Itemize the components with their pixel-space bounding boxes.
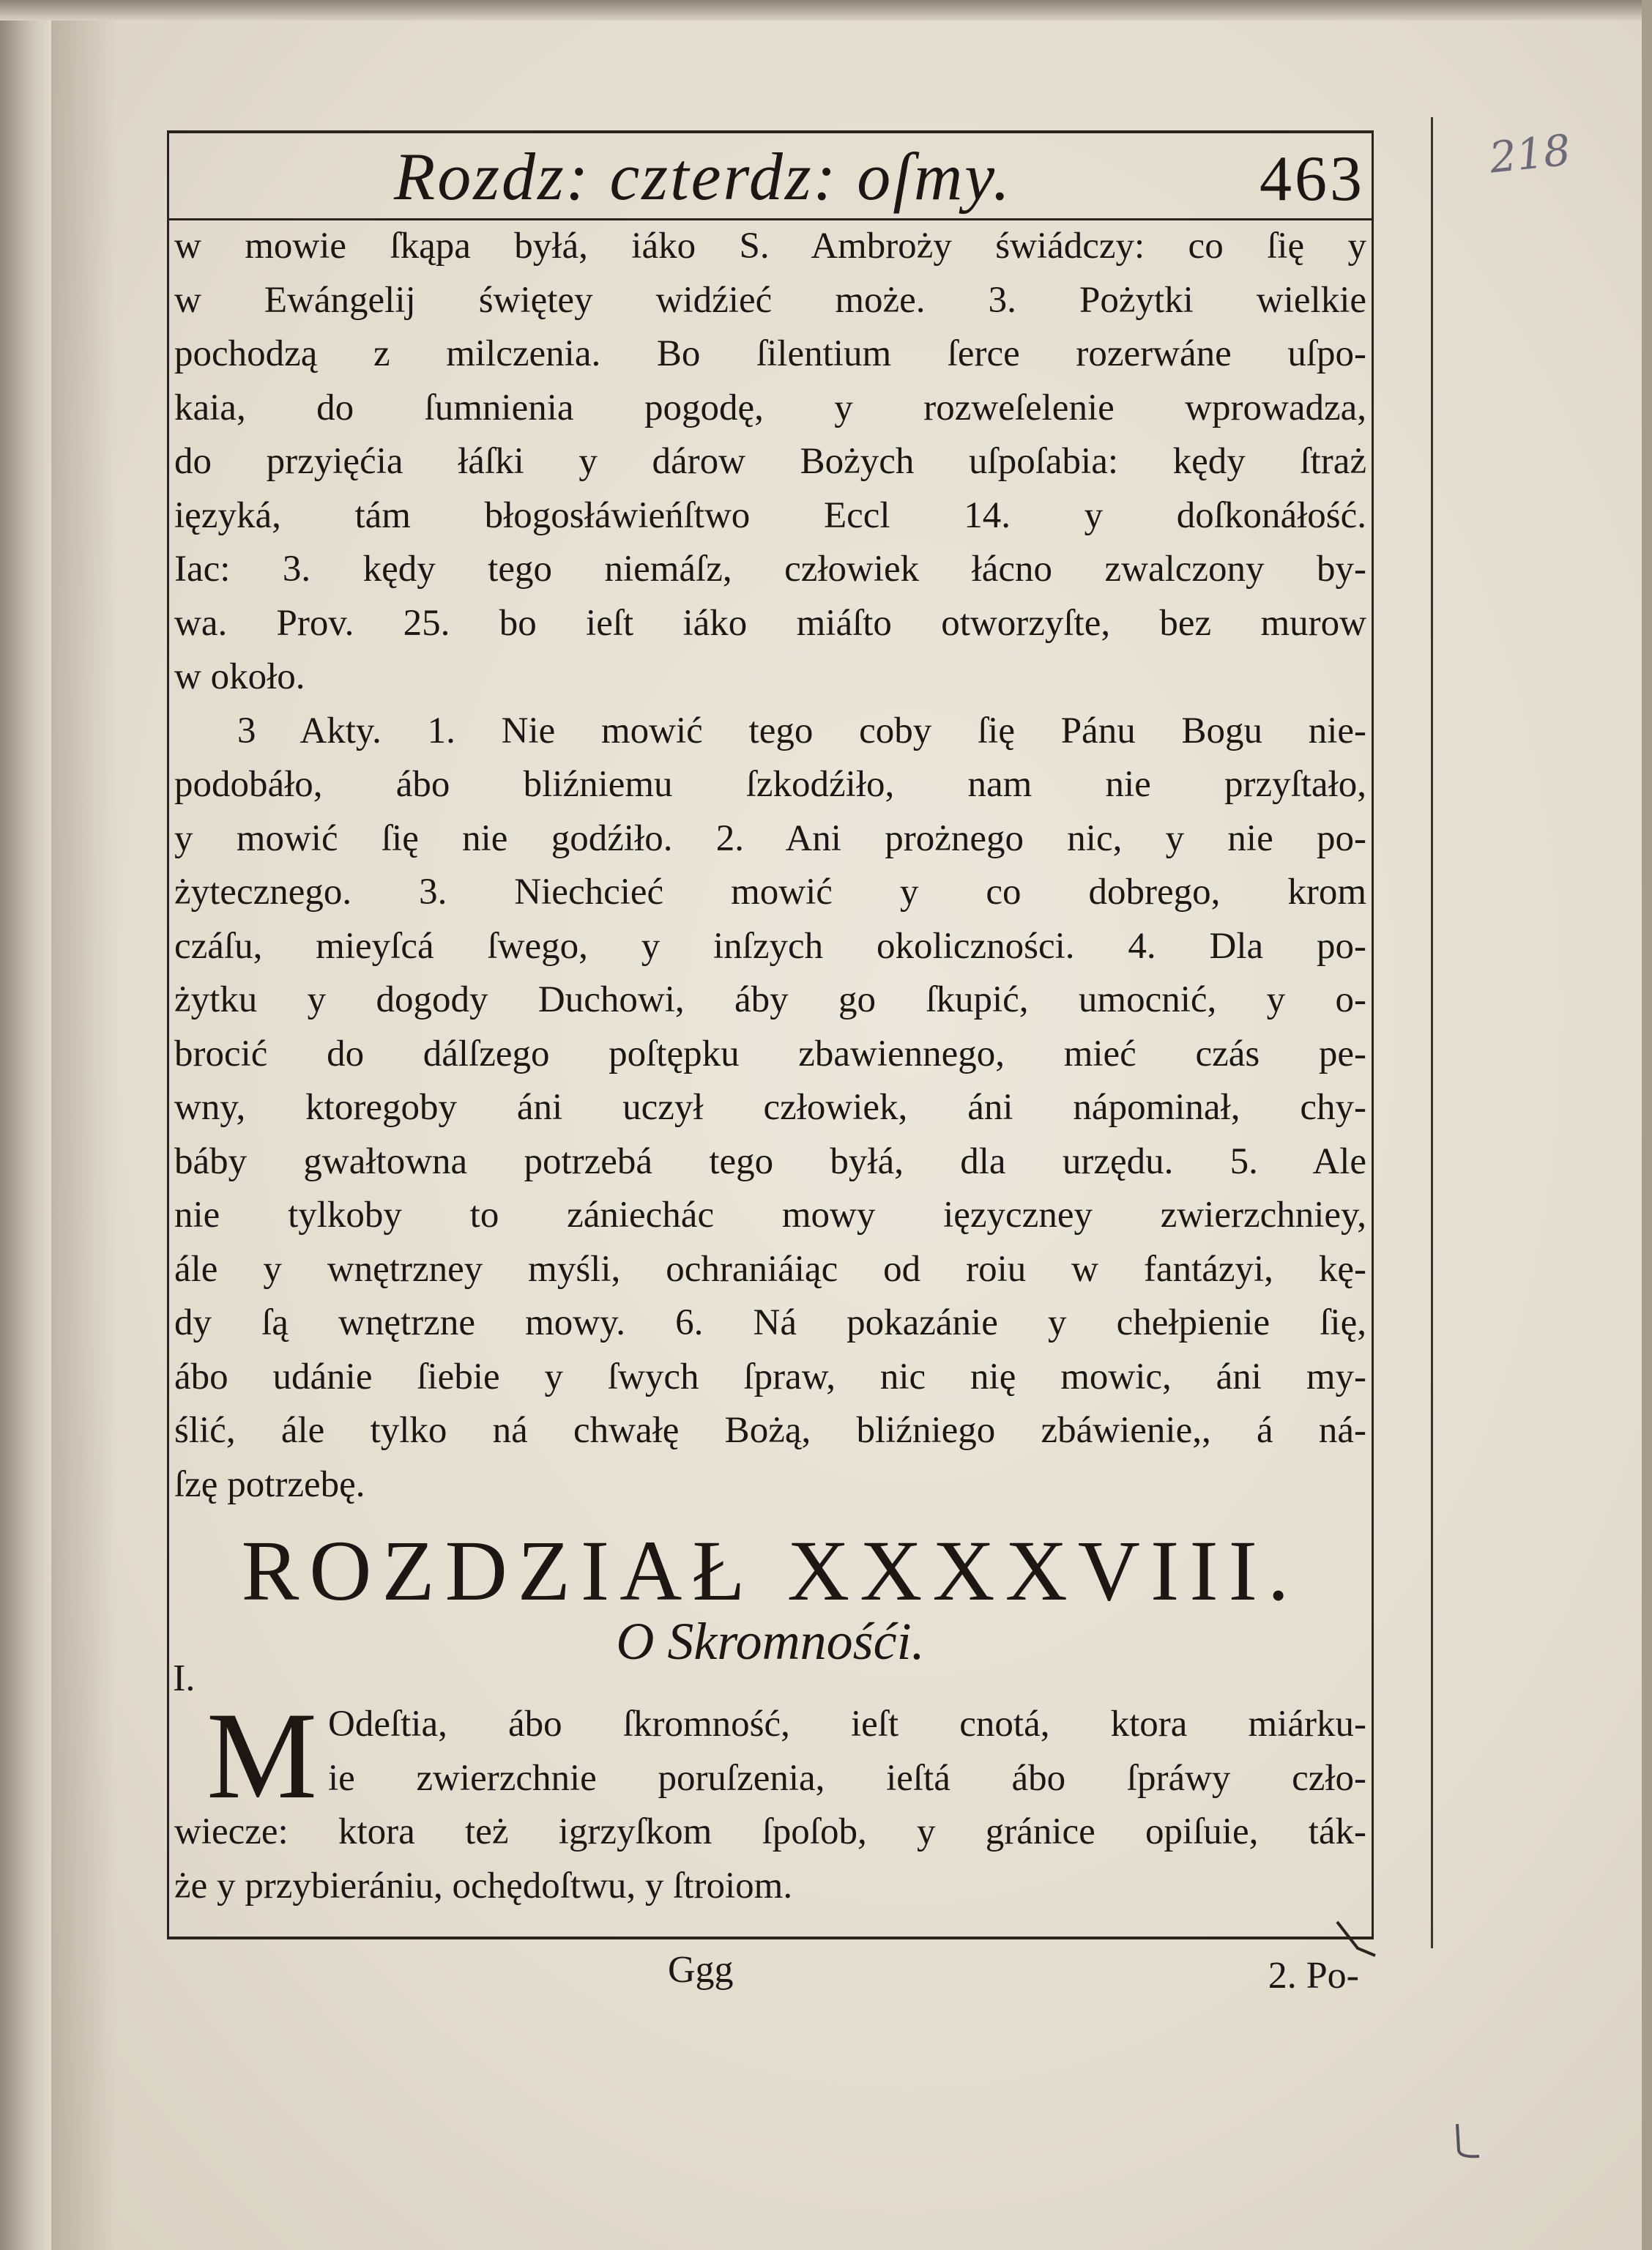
text-line: wa. Prov. 25. bo ieſt iáko miáſto otworzyſte, bez murow [174, 602, 1366, 644]
text-line: ábo udánie ſiebie y ſwych ſpraw, nic nię mowic, áni my- [174, 1356, 1366, 1397]
text-line: brocić do dálſzego poſtępku zbawiennego, mieć czás pe- [174, 1033, 1366, 1074]
text-line: ále y wnętrzney myśli, ochraniáiąc od roiu w fantázyi, kę- [174, 1248, 1366, 1290]
page-footer [167, 1948, 1374, 2007]
text-line: Odeſtia, ábo ſkromność, ieſt cnotá, ktora miárku- [328, 1704, 1366, 1745]
page-right-edge [1642, 0, 1652, 2250]
text-line: ie zwierzchnie poruſzenia, ieſtá ábo ſpráwy czło- [328, 1757, 1366, 1799]
page-number: 463 [1260, 144, 1365, 215]
header-rule-top [167, 130, 1374, 133]
text-line: do przyięćia łáſki y dárow Bożych uſpoſabia: kędy ſtraż [174, 441, 1366, 482]
text-line: pochodzą z milczenia. Bo ſilentium ſerce rozerwáne uſpo- [174, 333, 1366, 374]
text-line: ślić, ále tylko ná chwałę Bożą, bliźniego zbáwienie,, á ná- [174, 1410, 1366, 1451]
chapter-subtitle: O Skromnośći. [616, 1612, 925, 1671]
text-line: żytku y dogody Duchowi, áby go ſkupić, umocnić, y o- [174, 979, 1366, 1020]
pencil-folio-note: 218 [1487, 125, 1573, 183]
running-head-title: Rozdz: czterdz: oſmy. [394, 139, 1013, 214]
text-line: y mowić ſię nie godźiło. 2. Ani prożnego nic, y nie po- [174, 817, 1366, 859]
text-line: dy ſą wnętrzne mowy. 6. Ná pokazánie y chełpienie ſię, [174, 1302, 1366, 1343]
running-head [167, 138, 1374, 226]
paragraph-modesty [174, 1698, 1366, 1913]
text-line: czáſu, mieyſcá ſwego, y inſzych okoliczności. 4. Dla po- [174, 925, 1366, 967]
outer-frame-rule [1431, 117, 1433, 1948]
corner-stroke [1333, 1919, 1377, 1960]
text-line: że y przybierániu, ochędoſtwu, y ſtroiom. [174, 1865, 793, 1906]
footer-rule [167, 1937, 1374, 1939]
text-line: kaia, do ſumnienia pogodę, y rozweſelenie wprowadza, [174, 387, 1366, 428]
text-line: żytecznego. 3. Niechcieć mowić y co dobrego, krom [174, 872, 1366, 913]
catchword: 2. Po- [1268, 1955, 1359, 1997]
gutter-shadow [51, 0, 117, 2250]
drop-capital: M [206, 1687, 318, 1824]
book-spine [0, 0, 51, 2250]
text-line: 3 Akty. 1. Nie mowić tego coby ſię Pánu Bogu nie- [237, 710, 1366, 751]
paragraph-marker: I. [173, 1657, 196, 1699]
text-line: nie tylkoby to zániechác mowy ięzyczney zwierzchniey, [174, 1195, 1366, 1236]
text-line: báby gwałtowna potrzebá tego byłá, dla urzędu. 5. Ale [174, 1140, 1366, 1182]
chapter-heading: ROZDZIAŁ XXXXVIII. [241, 1523, 1300, 1619]
text-line: podobáło, ábo bliźniemu ſzkodźiło, nam nie przyſtało, [174, 764, 1366, 805]
text-line: Iac: 3. kędy tego niemáſz, człowiek łácno zwalczony by- [174, 549, 1366, 590]
text-line: w około. [174, 656, 305, 697]
text-line: ięzyká, tám błogosłáwieńſtwo Eccl 14. y doſkonáłość. [174, 494, 1366, 536]
text-line: wiecze: ktora też igrzyſkom ſpoſob, y gránice opiſuie, ták- [174, 1811, 1366, 1852]
body-text [174, 220, 1366, 1512]
text-line: ſzę potrzebę. [174, 1463, 365, 1505]
pencil-margin-mark [1450, 2121, 1484, 2165]
text-line: w Ewángelij świętey widźieć może. 3. Pożytki wielkie [174, 279, 1366, 321]
page-top-edge [0, 0, 1652, 21]
text-line: wny, ktoregoby áni uczył człowiek, áni nápominał, chy- [174, 1087, 1366, 1128]
text-line: w mowie ſkąpa byłá, iáko S. Ambroży świádczy: co ſię y [174, 226, 1366, 267]
signature-mark: Ggg [668, 1949, 734, 1991]
